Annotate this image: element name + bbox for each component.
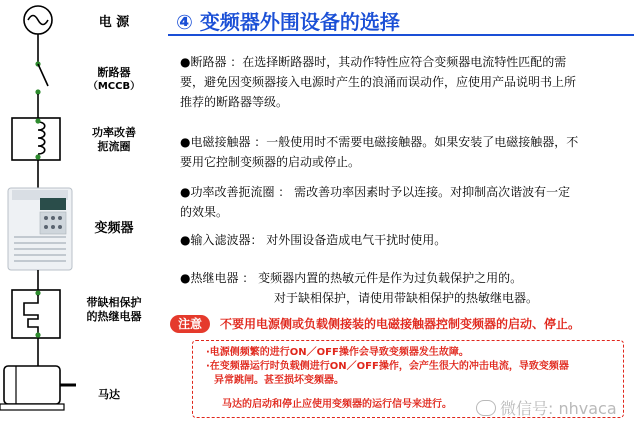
warning-line-2: ·在变频器运行时负载侧进行ON／OFF操作，会产生很大的冲击电流，导致变频器 <box>206 361 569 372</box>
watermark-text: 微信号: nhvaca <box>500 399 617 418</box>
thermal-line-2: 对于缺相保护，请使用带缺相保护的热敏继电器。 <box>274 291 539 305</box>
breaker-line-2: 要，避免因变频器接入电源时产生的浪涌而误动作，应使用产品说明书上所 <box>180 75 577 89</box>
wechat-icon <box>476 400 496 416</box>
reactor-line-2: 的效果。 <box>180 205 229 219</box>
label-breaker: 断路器 <box>97 66 131 79</box>
label-reactor-1: 功率改善 <box>92 126 136 139</box>
warning-line-3: 异常跳闸。甚至损坏变频器。 <box>214 375 344 386</box>
thermal-paragraph <box>180 268 632 308</box>
warning-line-1: ·电源侧频繁的进行ON／OFF操作会导致变频器发生故障。 <box>206 347 469 358</box>
coil-icon <box>12 118 60 160</box>
reactor-paragraph <box>180 182 632 222</box>
reactor-line-1: ●功率改善扼流圈 ： 需改善功率因素时予以连接。对抑制高次谐波有一定 <box>180 185 571 199</box>
breaker-line-1: ●断路器 ：在选择断路器时，其动作特性应符合变频器电流特性匹配的需 <box>180 55 567 69</box>
label-reactor-2: 扼流圈 <box>97 140 131 153</box>
label-inverter: 变频器 <box>94 221 134 236</box>
title-underline <box>168 34 634 36</box>
ac-source-icon <box>24 6 52 34</box>
filter-paragraph <box>180 230 632 250</box>
contactor-line-2: 要用它控制变频器的启动或停止。 <box>180 155 361 169</box>
label-thermal-2: 的热继电器 <box>86 310 142 323</box>
motor-icon <box>0 366 76 410</box>
caution-text: 不要用电源侧或负载侧接装的电磁接触器控制变频器的启动、停止。 <box>220 317 581 331</box>
watermark <box>476 396 617 419</box>
wiring-diagram <box>0 0 80 421</box>
breaker-paragraph <box>180 52 632 112</box>
caution-badge: 注意 <box>170 315 210 333</box>
page-title: ④ 变频器外围设备的选择 <box>176 10 400 34</box>
breaker-switch-icon <box>35 61 48 94</box>
label-breaker-sub: （MCCB） <box>87 81 141 92</box>
thermal-relay-icon <box>12 290 60 338</box>
warning-line-4: 马达的启动和停止应使用变频器的运行信号来进行。 <box>222 399 452 410</box>
label-power: 电 源 <box>98 15 130 30</box>
contactor-paragraph <box>180 132 632 172</box>
label-thermal-1: 带缺相保护 <box>86 296 142 309</box>
inverter-device-icon <box>8 188 72 270</box>
breaker-line-3: 推荐的断路器等级。 <box>180 95 289 109</box>
filter-line-1: ●输入滤波器： 对外围设备造成电气干扰时使用。 <box>180 233 447 247</box>
thermal-line-1: ●热继电器 ： 变频器内置的热敏元件是作为过负载保护之用的。 <box>180 271 523 285</box>
contactor-line-1: ●电磁接触器 ：一般使用时不需要电磁接触器。如果安装了电磁接触器，不 <box>180 135 579 149</box>
label-motor: 马达 <box>98 388 120 401</box>
